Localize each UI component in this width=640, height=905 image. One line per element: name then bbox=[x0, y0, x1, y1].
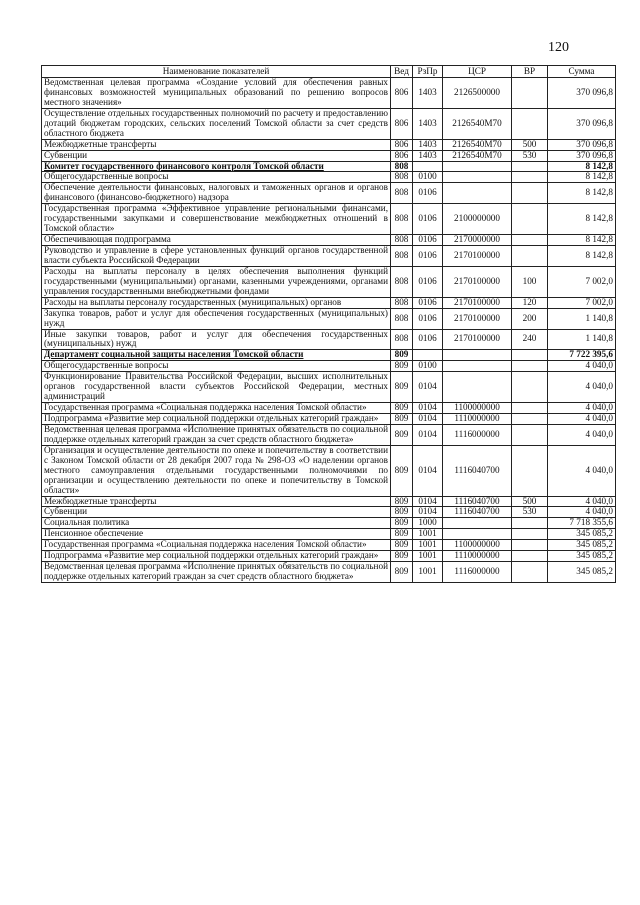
cell-rzpr: 0106 bbox=[413, 329, 443, 350]
cell-sum: 8 142,8 bbox=[548, 246, 616, 267]
cell-csr: 2126540М70 bbox=[443, 139, 512, 150]
cell-ved: 808 bbox=[391, 308, 413, 329]
cell-vr bbox=[512, 361, 548, 372]
cell-ved: 809 bbox=[391, 350, 413, 361]
cell-name: Обеспечивающая подпрограмма bbox=[42, 235, 391, 246]
cell-vr bbox=[512, 424, 548, 445]
cell-rzpr: 0104 bbox=[413, 496, 443, 507]
cell-vr bbox=[512, 372, 548, 403]
cell-csr: 2126540М70 bbox=[443, 108, 512, 139]
cell-rzpr: 0104 bbox=[413, 445, 443, 496]
cell-ved: 809 bbox=[391, 551, 413, 562]
cell-csr: 2170100000 bbox=[443, 308, 512, 329]
cell-name: Государственная программа «Социальная поддержка населения Томской области» bbox=[42, 403, 391, 414]
cell-ved: 809 bbox=[391, 414, 413, 425]
cell-rzpr: 0104 bbox=[413, 414, 443, 425]
cell-ved: 808 bbox=[391, 183, 413, 204]
cell-sum: 4 040,0 bbox=[548, 414, 616, 425]
cell-ved: 808 bbox=[391, 161, 413, 172]
cell-vr: 200 bbox=[512, 308, 548, 329]
budget-table bbox=[41, 65, 616, 583]
cell-vr bbox=[512, 108, 548, 139]
cell-csr: 1116040700 bbox=[443, 445, 512, 496]
cell-csr: 1100000000 bbox=[443, 540, 512, 551]
cell-name: Подпрограмма «Развитие мер социальной поддержки отдельных категорий граждан» bbox=[42, 414, 391, 425]
cell-ved: 809 bbox=[391, 496, 413, 507]
cell-csr bbox=[443, 161, 512, 172]
cell-sum: 7 718 355,6 bbox=[548, 518, 616, 529]
cell-ved: 809 bbox=[391, 445, 413, 496]
cell-sum: 370 096,8 bbox=[548, 78, 616, 109]
cell-rzpr bbox=[413, 161, 443, 172]
cell-csr: 2100000000 bbox=[443, 204, 512, 235]
cell-sum: 8 142,8 bbox=[548, 183, 616, 204]
cell-sum: 4 040,0 bbox=[548, 403, 616, 414]
cell-name: Комитет государственного финансового контроля Томской области bbox=[42, 161, 391, 172]
cell-rzpr: 1001 bbox=[413, 562, 443, 583]
cell-name: Межбюджетные трансферты bbox=[42, 496, 391, 507]
cell-sum: 7 002,0 bbox=[548, 266, 616, 297]
cell-rzpr: 0104 bbox=[413, 507, 443, 518]
cell-name: Общегосударственные вопросы bbox=[42, 361, 391, 372]
cell-rzpr: 1403 bbox=[413, 78, 443, 109]
table-row bbox=[42, 183, 616, 204]
cell-csr: 1116000000 bbox=[443, 424, 512, 445]
cell-sum: 345 085,2 bbox=[548, 529, 616, 540]
table-row bbox=[42, 235, 616, 246]
cell-csr: 1116040700 bbox=[443, 507, 512, 518]
cell-sum: 4 040,0 bbox=[548, 372, 616, 403]
table-header-row bbox=[42, 66, 616, 78]
cell-csr: 1110000000 bbox=[443, 551, 512, 562]
cell-vr: 100 bbox=[512, 266, 548, 297]
table-body bbox=[42, 78, 616, 583]
cell-vr bbox=[512, 78, 548, 109]
cell-rzpr: 0104 bbox=[413, 403, 443, 414]
cell-vr bbox=[512, 161, 548, 172]
cell-vr bbox=[512, 518, 548, 529]
cell-sum: 4 040,0 bbox=[548, 361, 616, 372]
cell-vr: 240 bbox=[512, 329, 548, 350]
header-rzpr: РзПр bbox=[413, 66, 443, 78]
cell-sum: 1 140,8 bbox=[548, 308, 616, 329]
cell-ved: 809 bbox=[391, 540, 413, 551]
cell-sum: 7 722 395,6 bbox=[548, 350, 616, 361]
cell-ved: 809 bbox=[391, 518, 413, 529]
header-vr: ВР bbox=[512, 66, 548, 78]
cell-csr: 2126540М70 bbox=[443, 150, 512, 161]
cell-vr bbox=[512, 350, 548, 361]
cell-name: Пенсионное обеспечение bbox=[42, 529, 391, 540]
cell-vr bbox=[512, 204, 548, 235]
cell-rzpr: 0104 bbox=[413, 372, 443, 403]
cell-name: Расходы на выплаты персоналу в целях обеспечения выполнения функций государственными (муниципальными) органами, казенными учреждениями, органами управления государственными внебюджетными фондами bbox=[42, 266, 391, 297]
cell-vr bbox=[512, 551, 548, 562]
cell-rzpr: 0106 bbox=[413, 235, 443, 246]
cell-sum: 4 040,0 bbox=[548, 507, 616, 518]
table-row bbox=[42, 562, 616, 583]
cell-name: Государственная программа «Эффективное управление региональными финансами, государственными закупками и совершенствование межбюджетных отношений в Томской области» bbox=[42, 204, 391, 235]
cell-name: Осуществление отдельных государственных полномочий по расчету и предоставлению дотаций бюджетам городских, сельских поселений Томской области за счет средств областного бюджета bbox=[42, 108, 391, 139]
cell-name: Организация и осуществление деятельности по опеке и попечительству в соответствии с Законом Томской области от 28 декабря 2007 года № 298-ОЗ «О наделении органов местного самоуправления отдельными государственными полномочиями по организации и осуществлению деятельности по опеке и попечительству в Томской области» bbox=[42, 445, 391, 496]
table-row bbox=[42, 403, 616, 414]
table-row bbox=[42, 78, 616, 109]
page-number: 120 bbox=[548, 40, 569, 55]
cell-ved: 809 bbox=[391, 529, 413, 540]
cell-csr: 1100000000 bbox=[443, 403, 512, 414]
cell-rzpr: 1001 bbox=[413, 551, 443, 562]
cell-rzpr: 0104 bbox=[413, 424, 443, 445]
table-row bbox=[42, 266, 616, 297]
cell-sum: 370 096,8 bbox=[548, 139, 616, 150]
table-row bbox=[42, 139, 616, 150]
cell-sum: 8 142,8 bbox=[548, 235, 616, 246]
cell-name: Иные закупки товаров, работ и услуг для обеспечения государственных (муниципальных) нужд bbox=[42, 329, 391, 350]
table-row bbox=[42, 361, 616, 372]
cell-vr bbox=[512, 235, 548, 246]
cell-vr bbox=[512, 445, 548, 496]
cell-csr bbox=[443, 529, 512, 540]
cell-csr: 2170100000 bbox=[443, 329, 512, 350]
cell-rzpr: 0106 bbox=[413, 204, 443, 235]
header-ved: Вед bbox=[391, 66, 413, 78]
cell-ved: 806 bbox=[391, 150, 413, 161]
cell-rzpr: 1403 bbox=[413, 108, 443, 139]
cell-vr bbox=[512, 529, 548, 540]
cell-sum: 345 085,2 bbox=[548, 551, 616, 562]
table-row bbox=[42, 308, 616, 329]
cell-name: Государственная программа «Социальная поддержка населения Томской области» bbox=[42, 540, 391, 551]
cell-name: Расходы на выплаты персоналу государственных (муниципальных) органов bbox=[42, 297, 391, 308]
cell-rzpr: 0106 bbox=[413, 297, 443, 308]
cell-sum: 7 002,0 bbox=[548, 297, 616, 308]
cell-sum: 345 085,2 bbox=[548, 540, 616, 551]
cell-csr: 1116000000 bbox=[443, 562, 512, 583]
cell-sum: 8 142,8 bbox=[548, 161, 616, 172]
cell-vr bbox=[512, 183, 548, 204]
cell-name: Общегосударственные вопросы bbox=[42, 172, 391, 183]
cell-ved: 808 bbox=[391, 235, 413, 246]
cell-rzpr: 0106 bbox=[413, 183, 443, 204]
cell-vr bbox=[512, 414, 548, 425]
cell-rzpr: 0100 bbox=[413, 172, 443, 183]
cell-ved: 809 bbox=[391, 507, 413, 518]
cell-csr: 1110000000 bbox=[443, 414, 512, 425]
cell-sum: 345 085,2 bbox=[548, 562, 616, 583]
cell-csr bbox=[443, 350, 512, 361]
cell-csr bbox=[443, 518, 512, 529]
table-row bbox=[42, 108, 616, 139]
table-row bbox=[42, 445, 616, 496]
table-row bbox=[42, 551, 616, 562]
cell-ved: 806 bbox=[391, 108, 413, 139]
cell-name: Ведомственная целевая программа «Исполнение принятых обязательств по социальной поддержке отдельных категорий граждан за счет средств областного бюджета» bbox=[42, 562, 391, 583]
cell-name: Функционирование Правительства Российской Федерации, высших исполнительных органов государственной власти субъектов Российской Федерации, местных администраций bbox=[42, 372, 391, 403]
cell-csr bbox=[443, 183, 512, 204]
cell-vr bbox=[512, 540, 548, 551]
cell-ved: 809 bbox=[391, 562, 413, 583]
table-row bbox=[42, 529, 616, 540]
cell-csr bbox=[443, 361, 512, 372]
cell-csr bbox=[443, 372, 512, 403]
cell-ved: 808 bbox=[391, 246, 413, 267]
table-row bbox=[42, 496, 616, 507]
cell-name: Ведомственная целевая программа «Создание условий для обеспечения равных финансовых возможностей муниципальных образований по решению вопросов местного значения» bbox=[42, 78, 391, 109]
cell-vr bbox=[512, 172, 548, 183]
cell-sum: 1 140,8 bbox=[548, 329, 616, 350]
cell-rzpr bbox=[413, 350, 443, 361]
cell-rzpr: 1403 bbox=[413, 139, 443, 150]
cell-ved: 806 bbox=[391, 139, 413, 150]
cell-sum: 4 040,0 bbox=[548, 496, 616, 507]
cell-vr bbox=[512, 246, 548, 267]
cell-vr: 530 bbox=[512, 150, 548, 161]
cell-name: Межбюджетные трансферты bbox=[42, 139, 391, 150]
cell-rzpr: 1001 bbox=[413, 529, 443, 540]
cell-vr bbox=[512, 562, 548, 583]
table-row bbox=[42, 540, 616, 551]
cell-vr: 120 bbox=[512, 297, 548, 308]
cell-name: Ведомственная целевая программа «Исполнение принятых обязательств по социальной поддержке отдельных категорий граждан за счет средств областного бюджета» bbox=[42, 424, 391, 445]
cell-sum: 4 040,0 bbox=[548, 424, 616, 445]
cell-rzpr: 1000 bbox=[413, 518, 443, 529]
table-row bbox=[42, 350, 616, 361]
cell-csr: 2170100000 bbox=[443, 246, 512, 267]
table-row bbox=[42, 507, 616, 518]
cell-sum: 8 142,8 bbox=[548, 172, 616, 183]
cell-sum: 4 040,0 bbox=[548, 445, 616, 496]
cell-rzpr: 1001 bbox=[413, 540, 443, 551]
cell-sum: 370 096,8 bbox=[548, 108, 616, 139]
table-row bbox=[42, 414, 616, 425]
cell-rzpr: 0106 bbox=[413, 308, 443, 329]
cell-csr: 2126500000 bbox=[443, 78, 512, 109]
cell-ved: 808 bbox=[391, 297, 413, 308]
cell-name: Субвенции bbox=[42, 507, 391, 518]
cell-ved: 808 bbox=[391, 329, 413, 350]
cell-name: Субвенции bbox=[42, 150, 391, 161]
table-row bbox=[42, 204, 616, 235]
cell-rzpr: 0106 bbox=[413, 266, 443, 297]
table-row bbox=[42, 172, 616, 183]
cell-ved: 808 bbox=[391, 204, 413, 235]
header-csr: ЦСР bbox=[443, 66, 512, 78]
cell-name: Департамент социальной защиты населения Томской области bbox=[42, 350, 391, 361]
cell-vr: 530 bbox=[512, 507, 548, 518]
table-row bbox=[42, 329, 616, 350]
cell-ved: 809 bbox=[391, 403, 413, 414]
cell-ved: 809 bbox=[391, 361, 413, 372]
cell-ved: 806 bbox=[391, 78, 413, 109]
header-sum: Сумма bbox=[548, 66, 616, 78]
cell-rzpr: 1403 bbox=[413, 150, 443, 161]
cell-csr: 2170100000 bbox=[443, 266, 512, 297]
table-row bbox=[42, 150, 616, 161]
cell-rzpr: 0106 bbox=[413, 246, 443, 267]
cell-csr: 1116040700 bbox=[443, 496, 512, 507]
cell-ved: 809 bbox=[391, 424, 413, 445]
cell-sum: 370 096,8 bbox=[548, 150, 616, 161]
cell-rzpr: 0100 bbox=[413, 361, 443, 372]
cell-name: Руководство и управление в сфере установленных функций органов государственной власти субъекта Российской Федерации bbox=[42, 246, 391, 267]
table-row bbox=[42, 246, 616, 267]
cell-csr: 2170000000 bbox=[443, 235, 512, 246]
cell-vr: 500 bbox=[512, 139, 548, 150]
cell-csr: 2170100000 bbox=[443, 297, 512, 308]
cell-sum: 8 142,8 bbox=[548, 204, 616, 235]
table-row bbox=[42, 518, 616, 529]
cell-ved: 808 bbox=[391, 172, 413, 183]
cell-name: Обеспечение деятельности финансовых, налоговых и таможенных органов и органов финансового (финансово-бюджетного) надзора bbox=[42, 183, 391, 204]
cell-csr bbox=[443, 172, 512, 183]
table-row bbox=[42, 161, 616, 172]
cell-vr bbox=[512, 403, 548, 414]
cell-ved: 809 bbox=[391, 372, 413, 403]
table-row bbox=[42, 297, 616, 308]
header-name: Наименование показателей bbox=[42, 66, 391, 78]
cell-vr: 500 bbox=[512, 496, 548, 507]
cell-name: Закупка товаров, работ и услуг для обеспечения государственных (муниципальных) нужд bbox=[42, 308, 391, 329]
cell-ved: 808 bbox=[391, 266, 413, 297]
cell-name: Подпрограмма «Развитие мер социальной поддержки отдельных категорий граждан» bbox=[42, 551, 391, 562]
table-row bbox=[42, 372, 616, 403]
cell-name: Социальная политика bbox=[42, 518, 391, 529]
table-row bbox=[42, 424, 616, 445]
